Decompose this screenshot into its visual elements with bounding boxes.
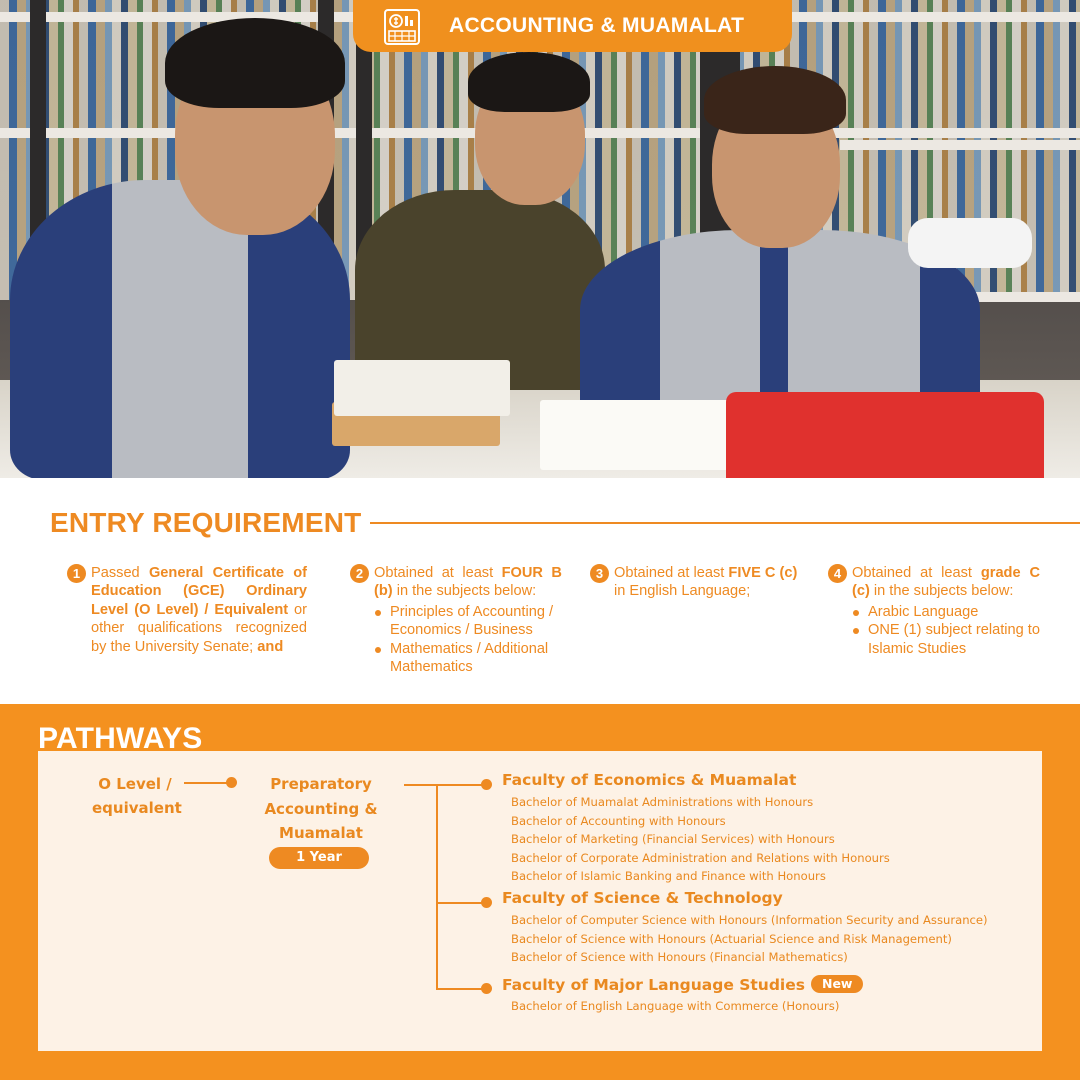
book [334,360,510,416]
requirement-text: in the subjects below: [869,583,1014,600]
connector-line [436,902,484,904]
student-middle-hair [468,52,590,112]
requirement-number: 4 [828,564,847,583]
list-item: Arabic Language [852,603,1040,621]
list-item: Principles of Accounting / Economics / Business [374,603,562,640]
requirement-text: in the subjects below: [392,583,537,600]
degree-item: Bachelor of Corporate Administration and Relations with Honours [511,850,890,865]
degree-item: Bachelor of Marketing (Financial Services) with Honours [511,832,835,847]
requirement-text: Passed [91,565,149,581]
requirement-1 [67,564,307,656]
new-badge: New [811,975,864,993]
requirement-text: Obtained at least [852,565,981,581]
faculty-name: Faculty of Major Language Studies [502,976,805,994]
requirement-bold-text: grade C (c) [852,565,1040,600]
heading-rule [370,522,1080,524]
faculty-economics-muamalat: Faculty of Economics & Muamalat [502,771,797,789]
requirement-4 [828,564,1040,658]
duration-badge: 1 Year [269,847,369,869]
requirement-bold-text: FOUR B (b) [374,565,562,600]
connector-dot [481,897,492,908]
degree-list [511,793,890,886]
requirement-number: 1 [67,564,86,583]
degree-item: Bachelor of Science with Honours (Actuarial Science and Risk Management) [511,931,952,946]
connector-dot [481,779,492,790]
shelf-board [840,140,1080,150]
page-title: ACCOUNTING & MUAMALAT [449,14,745,37]
pathways-heading: PATHWAYS [38,722,203,755]
preparatory-program: Preparatory Accounting & Muamalat [264,775,378,842]
requirement-3 [590,564,805,601]
student-left-body [10,180,350,478]
pathway-start: O Level / equivalent [92,775,182,817]
degree-item: Bachelor of Computer Science with Honours (Information Security and Assurance) [511,913,988,927]
degree-item: Bachelor of Accounting with Honours [511,813,726,828]
connector-dot [226,777,237,788]
degree-item: Bachelor of English Language with Commerce (Honours) [511,999,840,1013]
requirement-number: 3 [590,564,609,583]
red-tablet [726,392,1044,478]
student-right-hair [704,66,846,134]
requirement-2 [350,564,562,676]
degree-item: Bachelor of Muamalat Administrations with Honours [511,795,814,809]
title-banner [353,0,792,52]
calculator-chart-icon [383,8,421,46]
connector-line [436,784,438,989]
list-item: ONE (1) subject relating to Islamic Studies [852,621,1040,658]
connector-line [404,784,484,786]
requirement-text: in English Language; [614,583,751,600]
requirement-bold-text: General Certificate of Education (GCE) Ordinary Level (O Level) / Equivalent [91,565,307,618]
requirement-bold-text: FIVE C (c) [728,565,798,581]
rolled-paper [908,218,1032,268]
list-item: Mathematics / Additional Mathematics [374,640,562,677]
subject-list [828,603,1040,658]
entry-requirement-heading: ENTRY REQUIREMENT [50,507,362,538]
degree-list [511,997,839,1016]
faculty-science-technology: Faculty of Science & Technology [502,889,783,907]
student-left-hair [165,18,345,108]
degree-list [511,911,988,967]
degree-item: Bachelor of Science with Honours (Financial Mathematics) [511,950,848,965]
requirement-text: Obtained at least [614,565,729,581]
connector-dot [481,983,492,994]
connector-line [184,782,228,784]
subject-list [350,603,562,677]
requirement-bold-text: and [257,638,284,655]
faculty-major-language-studies [502,975,863,994]
connector-line [436,988,484,990]
open-notebook [540,400,730,470]
degree-item: Bachelor of Islamic Banking and Finance with Honours [511,869,826,884]
requirement-number: 2 [350,564,369,583]
requirement-text: Obtained at least [374,565,502,581]
requirement-text: or other qualifications recognized by the University Senate; [91,601,308,655]
hero-photo [0,0,1080,478]
